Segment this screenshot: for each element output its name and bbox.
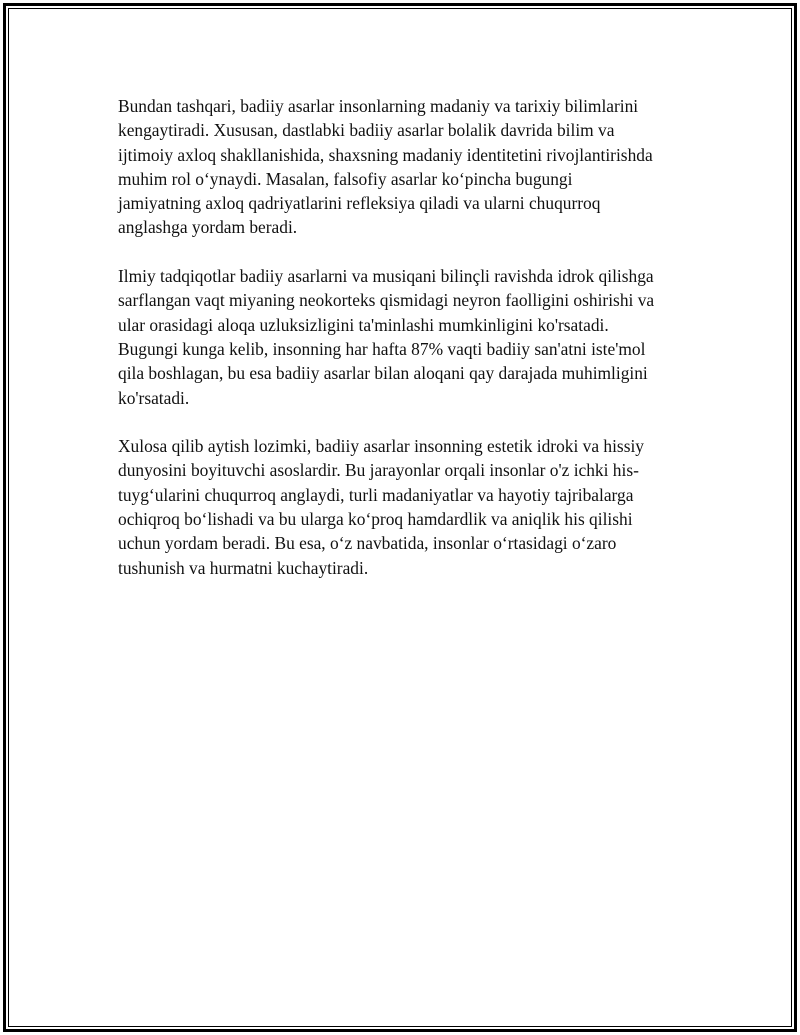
text-line: anglashga yordam beradi.: [118, 217, 298, 238]
text-line: kengaytiradi. Xususan, dastlabki badiiy asarlar bolalik davrida bilim va: [118, 120, 615, 141]
text-line: ko'rsatadi.: [118, 387, 190, 408]
text-line: uchun yordam beradi. Bu esa, oʻz navbatida, insonlar oʻrtasidagi oʻzaro: [118, 533, 617, 554]
text-line: ochiqroq boʻlishadi va bu ularga koʻproq hamdardlik va aniqlik his qilishi: [118, 509, 633, 530]
text-line: jamiyatning axloq qadriyatlarini refleksiya qiladi va ularni chuqurroq: [118, 193, 601, 214]
text-line: sarflangan vaqt miyaning neokorteks qismidagi neyron faolligini oshirishi va: [118, 290, 655, 311]
text-line: Bundan tashqari, badiiy asarlar insonlarning madaniy va tarixiy bilimlarini: [118, 96, 639, 116]
text-line: tuygʻularini chuqurroq anglaydi, turli madaniyatlar va hayotiy tajribalarga: [118, 484, 634, 505]
paragraph-2: [118, 264, 688, 410]
paragraph-3: [118, 434, 688, 580]
text-line: Xulosa qilib aytish lozimki, badiiy asarlar insonning estetik idroki va hissiy: [118, 436, 644, 457]
text-line: Bugungi kunga kelib, insonning har hafta 87% vaqti badiiy san'atni iste'mol: [118, 338, 646, 359]
paragraph-1: [118, 94, 688, 240]
text-line: ijtimoiy axloq shakllanishida, shaxsning madaniy identitetini rivojlantirishda: [118, 144, 653, 165]
text-line: qila boshlagan, bu esa badiiy asarlar bilan aloqani qay darajada muhimligini: [118, 363, 648, 384]
document-body: [118, 94, 688, 604]
text-line: dunyosini boyituvchi asoslardir. Bu jarayonlar orqali insonlar o'z ichki his-: [118, 460, 639, 481]
text-line: tushunish va hurmatni kuchaytiradi.: [118, 557, 369, 578]
text-line: muhim rol oʻynaydi. Masalan, falsofiy asarlar koʻpincha bugungi: [118, 168, 573, 189]
text-line: ular orasidagi aloqa uzluksizligini ta'minlashi mumkinligini ko'rsatadi.: [118, 314, 609, 335]
text-line: Ilmiy tadqiqotlar badiiy asarlarni va musiqani bilinçli ravishda idrok qilishga: [118, 266, 654, 287]
